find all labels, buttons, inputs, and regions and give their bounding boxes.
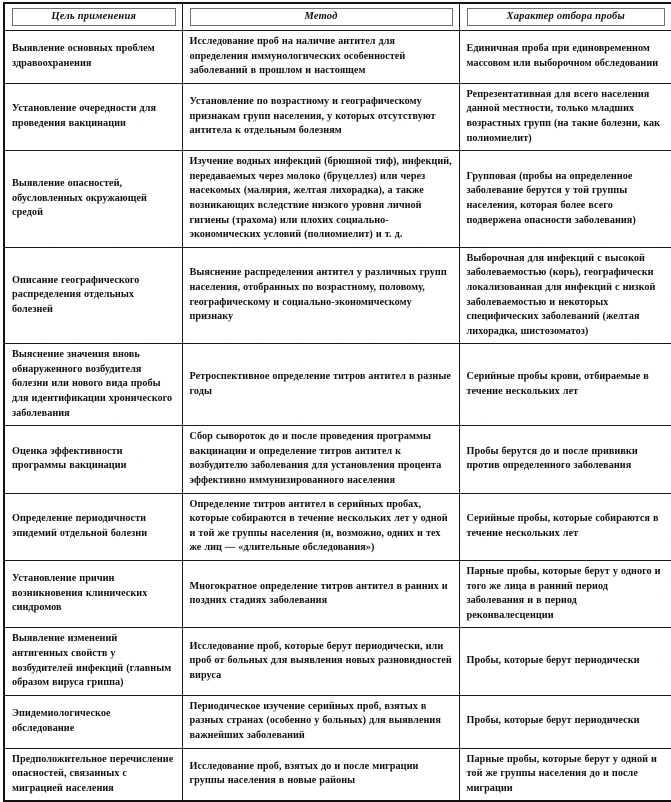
table-cell-sample: Парные пробы, которые берут у одного и того же лица в ранний период заболевания и в период реконвалесценции bbox=[459, 561, 671, 628]
column-header-goal bbox=[4, 3, 182, 31]
table-cell-sample: Репрезентативная для всего населения данной местности, только младших возрастных групп (на такие болезни, как полиомиелит) bbox=[459, 83, 671, 150]
table-cell-method: Ретроспективное определение титров антител в разные годы bbox=[182, 344, 459, 426]
table-row bbox=[4, 748, 671, 801]
table-cell-sample: Пробы, которые берут периодически bbox=[459, 628, 671, 695]
column-header-sample-label: Характер отбора пробы bbox=[467, 8, 666, 26]
table-row bbox=[4, 561, 671, 628]
table-row bbox=[4, 83, 671, 150]
table-body bbox=[4, 31, 671, 802]
column-header-goal-label: Цель применения bbox=[12, 8, 176, 26]
table-cell-goal: Оценка эффективности программы вакцинации bbox=[4, 426, 182, 493]
table-cell-method: Изучение водных инфекций (брюшной тиф), инфекций, передаваемых через молоко (бруцеллез) или через насекомых (малярия, желтая лихорадка), а также возникающих вследствие низкого уровня личной гигиены (трахома) или плохих социально-экономических условий (полиомиелит) и т. д. bbox=[182, 151, 459, 248]
table-cell-method: Определение титров антител в серийных пробах, которые собираются в течение нескольких лет у одной и той же группы населения (и, возможно, одних и тех же лиц — «длительные обследования») bbox=[182, 493, 459, 560]
table-cell-goal: Выявление основных проблем здравоохранения bbox=[4, 31, 182, 84]
column-header-method-label: Метод bbox=[190, 8, 453, 26]
table-cell-sample: Единичная проба при единовременном массовом или выборочном обследовании bbox=[459, 31, 671, 84]
table-cell-method: Многократное определение титров антител в ранних и поздних стадиях заболевания bbox=[182, 561, 459, 628]
table-header-row bbox=[4, 3, 671, 31]
table-cell-method: Сбор сывороток до и после проведения программы вакцинации и определение титров антител к возбудителю заболевания для установления процента эффективно иммунизированного населения bbox=[182, 426, 459, 493]
table-cell-sample: Групповая (пробы на определенное заболевание берутся у той группы населения, которая более всего подвержена опасности заболевания) bbox=[459, 151, 671, 248]
table-cell-goal: Описание географического распределения отдельных болезней bbox=[4, 247, 182, 344]
table-cell-method: Выяснение распределения антител у различных групп населения, отобранных по возрастному, половому, географическому и социально-экономическому признаку bbox=[182, 247, 459, 344]
serosurvey-purpose-method-sampling-table bbox=[3, 2, 671, 802]
table-cell-goal: Определение периодичности эпидемий отдельной болезни bbox=[4, 493, 182, 560]
table-row bbox=[4, 493, 671, 560]
table-row bbox=[4, 344, 671, 426]
table-cell-goal: Предположительное перечисление опасностей, связанных с миграцией населения bbox=[4, 748, 182, 801]
table-cell-goal: Выявление опасностей, обусловленных окружающей средой bbox=[4, 151, 182, 248]
table-cell-goal: Выявление изменений антигенных свойств у возбудителей инфекций (главным образом вируса гриппа) bbox=[4, 628, 182, 695]
table-cell-sample: Выборочная для инфекций с высокой заболеваемостью (корь), географически локализованная для инфекций с низкой заболеваемостью и некоторых специфических заболеваний (желтая лихорадка, шистозоматоз) bbox=[459, 247, 671, 344]
table-row bbox=[4, 151, 671, 248]
table-row bbox=[4, 695, 671, 748]
table-row bbox=[4, 426, 671, 493]
table-cell-goal: Установление причин возникновения клинических синдромов bbox=[4, 561, 182, 628]
table-cell-method: Исследование проб на наличие антител для определения иммунологических особенностей заболеваний в прошлом и настоящем bbox=[182, 31, 459, 84]
table-cell-method: Исследование проб, которые берут периодически, или проб от больных для выявления новых разновидностей вируса bbox=[182, 628, 459, 695]
table-cell-goal: Установление очередности для проведения вакцинации bbox=[4, 83, 182, 150]
table-header bbox=[4, 3, 671, 31]
table-cell-goal: Эпидемиологическое обследование bbox=[4, 695, 182, 748]
table-row bbox=[4, 628, 671, 695]
table-cell-goal: Выяснение значения вновь обнаруженного возбудителя болезни или нового вида пробы для идентификации хронического заболевания bbox=[4, 344, 182, 426]
table-cell-method: Исследование проб, взятых до и после миграции группы населения в новые районы bbox=[182, 748, 459, 801]
table-cell-sample: Пробы, которые берут периодически bbox=[459, 695, 671, 748]
table-cell-sample: Пробы берутся до и после прививки против определенного заболевания bbox=[459, 426, 671, 493]
table-cell-sample: Серийные пробы, которые собираются в течение нескольких лет bbox=[459, 493, 671, 560]
table-cell-sample: Парные пробы, которые берут у одной и той же группы населения до и после миграции bbox=[459, 748, 671, 801]
table-cell-method: Установление по возрастному и географическому признакам групп населения, у которых отсутствуют антитела к отдельным болезням bbox=[182, 83, 459, 150]
table-row bbox=[4, 247, 671, 344]
table-row bbox=[4, 31, 671, 84]
table-cell-sample: Серийные пробы крови, отбираемые в течение нескольких лет bbox=[459, 344, 671, 426]
table-cell-method: Периодическое изучение серийных проб, взятых в разных странах (особенно у больных) для выявления важнейших заболеваний bbox=[182, 695, 459, 748]
column-header-sample bbox=[459, 3, 671, 31]
column-header-method bbox=[182, 3, 459, 31]
